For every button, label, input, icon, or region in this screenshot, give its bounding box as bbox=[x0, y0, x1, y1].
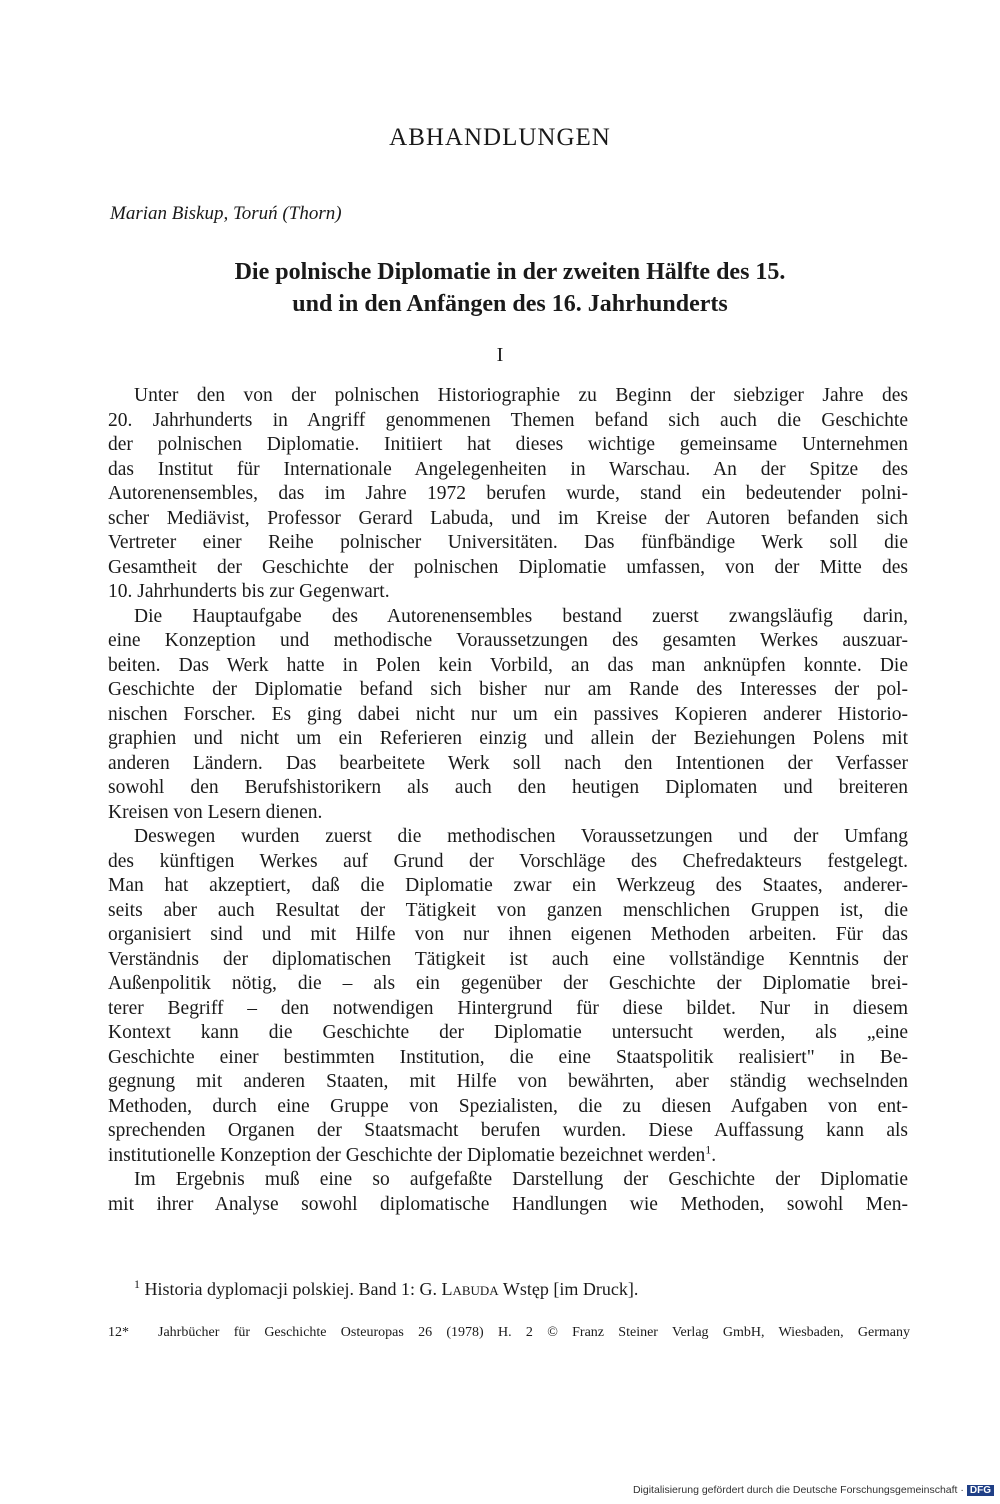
body-line: Außenpolitik nötig, die – als ein gegenüber der Geschichte der Diplomatie brei- bbox=[108, 973, 908, 994]
journal-imprint bbox=[108, 1325, 910, 1341]
body-line: Methoden, durch eine Gruppe von Spezialisten, die zu diesen Aufgaben von ent- bbox=[108, 1095, 908, 1117]
body-line: mit ihrer Analyse sowohl diplomatische Handlungen wie Methoden, sowohl Men- bbox=[108, 1193, 908, 1215]
body-line: Geschichte der Diplomatie befand sich bisher nur am Rande des Interesses der pol- bbox=[108, 679, 908, 700]
body-line: Die Hauptaufgabe des Autorenensembles bestand zuerst zwangsläufig darin, bbox=[134, 605, 908, 627]
footnote-reference: 1 bbox=[705, 1143, 712, 1156]
body-line: 20. Jahrhunderts in Angriff genommenen Themen befand sich auch die Geschichte bbox=[108, 409, 908, 431]
article-body bbox=[108, 384, 908, 1217]
body-line: Im Ergebnis muß eine so aufgefaßte Darstellung der Geschichte der Diplomatie bbox=[134, 1169, 908, 1190]
section-number: I bbox=[496, 344, 504, 366]
body-line: Autorenensembles, das im Jahre 1972 berufen wurde, stand ein bedeutender polni- bbox=[108, 483, 908, 504]
body-line: Kontext kann die Geschichte der Diplomatie untersucht werden, als „eine bbox=[108, 1022, 908, 1043]
body-line: des künftigen Werkes auf Grund der Vorschläge des Chefredakteurs festgelegt. bbox=[108, 850, 908, 872]
body-line: Vertreter einer Reihe polnischer Universitäten. Das fünfbändige Werk soll die bbox=[108, 532, 908, 553]
journal-citation: Jahrbücher für Geschichte Osteuropas 26 (1978) H. 2 © Franz Steiner Verlag GmbH, Wiesbaden, Germany bbox=[158, 1325, 910, 1340]
body-line: sprechenden Organen der Staatsmacht berufen wurden. Diese Auffassung kann als bbox=[108, 1120, 908, 1141]
digitization-credit bbox=[633, 1484, 994, 1496]
body-line: scher Mediävist, Professor Gerard Labuda, und im Kreise der Autoren befanden sich bbox=[108, 507, 908, 529]
body-line: terer Begriff – den notwendigen Hintergrund für diese bildet. Nur in diesem bbox=[108, 997, 908, 1019]
article-author: Marian Biskup, Toruń (Thorn) bbox=[110, 203, 342, 224]
body-line: Kreisen von Lesern dienen. bbox=[108, 801, 323, 823]
body-line: organisiert sind und mit Hilfe von nur ihnen eigenen Methoden arbeiten. Für das bbox=[108, 924, 908, 945]
body-line: gegnung mit anderen Staaten, mit Hilfe von bewährten, aber ständig wechselnden bbox=[108, 1071, 908, 1092]
body-line: Man hat akzeptiert, daß die Diplomatie zwar ein Werkzeug des Staates, anderer- bbox=[108, 875, 908, 896]
footnote-author: Labuda bbox=[441, 1279, 499, 1299]
article-title-line: und in den Anfängen des 16. Jahrhunderts bbox=[292, 291, 728, 317]
section-heading: ABHANDLUNGEN bbox=[389, 124, 611, 151]
footnote-text-end: Wstęp [im Druck]. bbox=[502, 1279, 639, 1299]
footnote bbox=[134, 1279, 638, 1300]
digitization-credit-text: Digitalisierung gefördert durch die Deutsche Forschungsgemeinschaft · bbox=[632, 1484, 964, 1496]
dfg-logo: DFG bbox=[967, 1485, 994, 1496]
body-line: Geschichte einer bestimmten Institution, die eine Staatspolitik realisiert" in Be- bbox=[108, 1046, 908, 1068]
body-line: das Institut für Internationale Angelegenheiten in Warschau. An der Spitze des bbox=[108, 458, 908, 480]
body-line: eine Konzeption und methodische Voraussetzungen des gesamten Werkes auszuar- bbox=[108, 630, 908, 651]
body-line: Unter den von der polnischen Historiographie zu Beginn der siebziger Jahre des bbox=[134, 385, 908, 406]
page-number: 12* bbox=[108, 1325, 129, 1340]
body-line: graphien und nicht um ein Referieren einzig und allein der Beziehungen Polens mit bbox=[108, 728, 908, 749]
body-line: Verständnis der diplomatischen Tätigkeit ist auch eine vollständige Kenntnis der bbox=[108, 948, 908, 970]
body-line: institutionelle Konzeption der Geschichte der Diplomatie bezeichnet werden$^1$. bbox=[108, 1143, 717, 1166]
footnote-number: 1 bbox=[134, 1277, 140, 1291]
body-line: Gesamtheit der Geschichte der polnischen Diplomatie umfassen, von der Mitte des bbox=[108, 556, 908, 578]
article-title bbox=[110, 256, 910, 320]
body-line: 10. Jahrhunderts bis zur Gegenwart. bbox=[108, 581, 390, 602]
article-title-line: Die polnische Diplomatie in der zweiten Hälfte des 15. bbox=[234, 259, 786, 285]
body-line: anderen Ländern. Das bearbeitete Werk soll nach den Intentionen der Verfasser bbox=[108, 752, 908, 774]
body-line: sowohl den Berufshistorikern als auch den heutigen Diplomaten und breiteren bbox=[108, 777, 908, 798]
body-line: der polnischen Diplomatie. Initiiert hat dieses wichtige gemeinsame Unternehmen bbox=[108, 434, 908, 455]
body-line: seits aber auch Resultat der Tätigkeit von ganzen menschlichen Gruppen ist, die bbox=[108, 899, 908, 921]
body-line: beiten. Das Werk hatte in Polen kein Vorbild, an das man anknüpfen konnte. Die bbox=[108, 654, 908, 676]
body-line: Deswegen wurden zuerst die methodischen Voraussetzungen und der Umfang bbox=[134, 826, 908, 847]
footnote-text: Historia dyplomacji polskiej. Band 1: G. bbox=[144, 1279, 437, 1299]
body-line: nischen Forscher. Es ging dabei nicht nur um ein passives Kopieren anderer Historio- bbox=[108, 703, 908, 725]
